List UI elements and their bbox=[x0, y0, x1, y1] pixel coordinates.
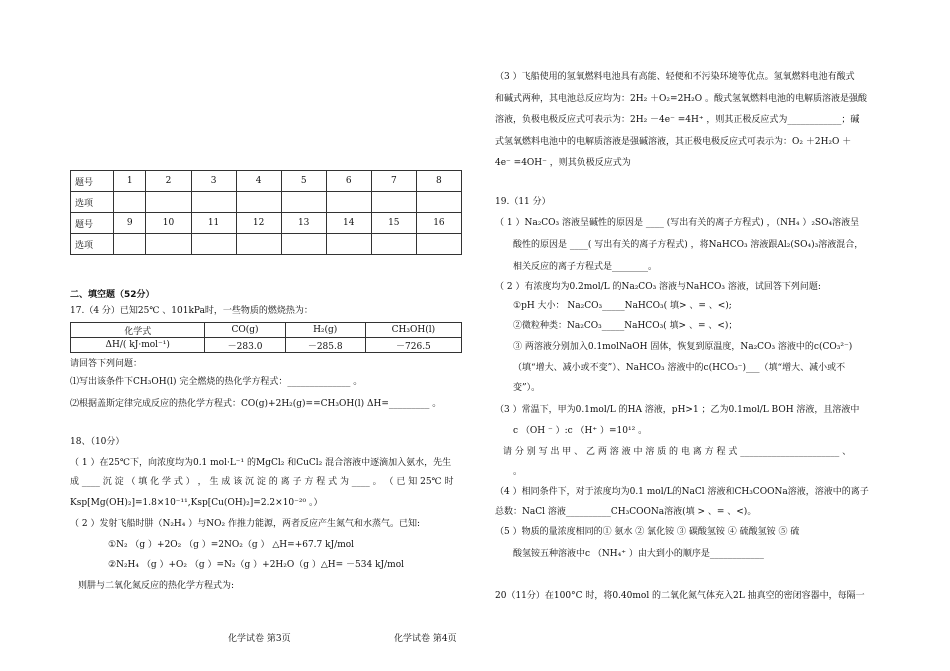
q19-line: 酸性的原因是 ____( 写出有关的离子方程式) ，将NaHCO₃ 溶液跟Al₂(SO₄)₃溶液混合， bbox=[513, 240, 864, 250]
answer-cell[interactable] bbox=[281, 234, 326, 255]
q18-3-line: 4e⁻ =4OH⁻ ，则其负极反应式为 bbox=[495, 158, 631, 168]
answer-cell[interactable] bbox=[326, 192, 371, 213]
q18-3-line: （3 ）飞船使用的氢氧燃料电池具有高能、轻便和不污染环境等优点。氢氧燃料电池有酸式 bbox=[495, 72, 855, 82]
table-cell: 1 bbox=[114, 171, 146, 192]
answer-cell[interactable] bbox=[281, 192, 326, 213]
q19-line: （4 ）相同条件下，对于浓度均为0.1 mol/L的NaCl 溶液和CH₃COONa溶液，溶液中的离子 bbox=[495, 487, 869, 497]
q18-3-line: 和碱式两种，其电池总反应均为：2H₂ ＋O₂=2H₂O 。酸式氢氧燃料电池的电解质溶液是强酸 bbox=[495, 94, 867, 104]
table-row bbox=[71, 338, 462, 353]
q19-line: 。 bbox=[513, 467, 523, 477]
answer-cell[interactable] bbox=[236, 234, 281, 255]
q19-line: c （OH ⁻ ）:c （H⁺ ）=10¹² 。 bbox=[513, 426, 648, 436]
answer-cell[interactable] bbox=[416, 234, 461, 255]
q19-title: 19.（11 分） bbox=[495, 197, 551, 207]
q18-line: （ 2 ）发射飞船时肼（N₂H₄ ）与NO₂ 作推力能源，两者反应产生氮气和水蒸气。已知: bbox=[70, 519, 421, 529]
table-cell: 4 bbox=[236, 171, 281, 192]
q19-line: （3 ）常温下，甲为0.1mol/L 的HA 溶液，pH>1 ；乙为0.1mol/L BOH 溶液，且溶液中 bbox=[495, 405, 860, 415]
q18-title: 18、（10分） bbox=[70, 437, 125, 447]
table-row bbox=[71, 171, 462, 192]
q18-line: ②N₂H₄ （g ）+O₂ （g ）=N₂（g ）+2H₂O（g ）△H= －534 kJ/mol bbox=[108, 560, 405, 570]
table-cell: 14 bbox=[326, 213, 371, 234]
q19-line: 酸氢铵五种溶液中c （NH₄⁺ ）由大到小的顺序是____________ bbox=[513, 549, 764, 559]
table-cell: 题号 bbox=[71, 171, 114, 192]
table-header: 化学式 bbox=[71, 323, 205, 338]
table-header: CH₃OH(l) bbox=[365, 323, 461, 338]
table-cell: 7 bbox=[371, 171, 416, 192]
answer-cell[interactable] bbox=[146, 192, 191, 213]
q19-line: （ 1 ）Na₂CO₃ 溶液呈碱性的原因是 ____ (写出有关的离子方程式) ，（NH₄ ）₂SO₄溶液呈 bbox=[495, 218, 860, 228]
answer-cell[interactable] bbox=[114, 192, 146, 213]
table-cell: 13 bbox=[281, 213, 326, 234]
answer-cell[interactable] bbox=[326, 234, 371, 255]
table-cell: 11 bbox=[191, 213, 236, 234]
table-cell: －285.8 bbox=[285, 338, 365, 353]
table-cell: 6 bbox=[326, 171, 371, 192]
table-cell: 9 bbox=[114, 213, 146, 234]
table-cell: 15 bbox=[371, 213, 416, 234]
table-row bbox=[71, 234, 462, 255]
q18-line: （ 1 ）在25℃下，向浓度均为0.1 mol·L⁻¹ 的MgCl₂ 和CuCl₂ 混合溶液中逐滴加入氨水，先生 bbox=[70, 458, 452, 468]
table-cell: 10 bbox=[146, 213, 191, 234]
table-cell: ΔH/( kJ·mol⁻¹) bbox=[71, 338, 205, 353]
page-footer-right: 化学试卷 第4页 bbox=[394, 634, 457, 644]
table-cell: 8 bbox=[416, 171, 461, 192]
q18-line: 则肼与二氧化氮反应的热化学方程式为: bbox=[78, 581, 235, 591]
answer-cell[interactable] bbox=[114, 234, 146, 255]
q20-line: 20（11分）在100°C 时，将0.40mol 的二氧化氮气体充入2L 抽真空的密闭容器中，每隔一 bbox=[495, 591, 865, 601]
section-title: 二、填空题（52分） bbox=[70, 290, 155, 300]
q18-line: 成 ____ 沉 淀 （ 填 化 学 式 ） ， 生 成 该 沉 淀 的 离 子 方 程 式 为 ____ 。 （ 已 知 25℃ 时 bbox=[70, 477, 454, 487]
q19-line: （填“增大、减小或不变”）、NaHCO₃ 溶液中的c(HCO₃⁻)___（填“增大、减小或不 bbox=[513, 363, 846, 373]
q19-line: ②微粒种类：Na₂CO₃_____NaHCO₃( 填> 、= 、<)； bbox=[513, 321, 738, 331]
q17-intro: 17.（4 分）已知25℃ 、101kPa时，一些物质的燃烧热为： bbox=[70, 306, 313, 316]
table-cell: 题号 bbox=[71, 213, 114, 234]
answer-cell[interactable] bbox=[146, 234, 191, 255]
answer-cell[interactable] bbox=[371, 192, 416, 213]
q19-line: 请 分 别 写 出 甲 、 乙 两 溶 液 中 溶 质 的 电 离 方 程 式 ______________________ 、 bbox=[503, 447, 852, 457]
heat-table bbox=[70, 322, 462, 353]
q19-line: （5 ）物质的量浓度相同的① 氨水 ② 氯化铵 ③ 碳酸氢铵 ④ 硫酸氢铵 ⑤ 硫 bbox=[495, 527, 800, 537]
answer-grid bbox=[70, 170, 462, 255]
q19-line: 变”）。 bbox=[513, 383, 541, 393]
table-cell: 5 bbox=[281, 171, 326, 192]
table-cell: 选项 bbox=[71, 192, 114, 213]
table-row bbox=[71, 192, 462, 213]
q19-line: 总数：NaCl 溶液__________CH₃COONa溶液(填 > 、= 、<)。 bbox=[495, 507, 757, 517]
answer-cell[interactable] bbox=[416, 192, 461, 213]
q18-3-line: 溶液，负极电极反应式可表示为：2H₂ －4e⁻ =4H⁺ ，则其正极反应式为____________；碱 bbox=[495, 115, 860, 125]
q17-line: ⑴写出该条件下CH₃OH(l) 完全燃烧的热化学方程式：______________ 。 bbox=[70, 377, 363, 387]
page-footer-left: 化学试卷 第3页 bbox=[228, 634, 291, 644]
q19-line: ①pH 大小： Na₂CO₃_____NaHCO₃( 填> 、= 、<); bbox=[513, 301, 732, 311]
q19-line: ③ 两溶液分别加入0.1molNaOH 固体，恢复到原温度，Na₂CO₃ 溶液中的c(CO₃²⁻) bbox=[513, 342, 853, 352]
q17-line: 请回答下列问题： bbox=[70, 359, 143, 369]
q18-line: Ksp[Mg(OH)₂]=1.8×10⁻¹¹,Ksp[Cu(OH)₂]=2.2×10⁻²⁰ 。） bbox=[70, 498, 323, 508]
table-cell: 2 bbox=[146, 171, 191, 192]
table-row bbox=[71, 213, 462, 234]
table-row bbox=[71, 323, 462, 338]
table-cell: 16 bbox=[416, 213, 461, 234]
q18-line: ①N₂ （g ）+2O₂ （g ）=2NO₂（g ） △H=+67.7 kJ/mol bbox=[108, 540, 355, 550]
answer-cell[interactable] bbox=[236, 192, 281, 213]
table-cell: －283.0 bbox=[205, 338, 285, 353]
q18-3-line: 式氢氧燃料电池中的电解质溶液是强碱溶液，其正极电极反应式可表示为：O₂ ＋2H₂O ＋ bbox=[495, 137, 852, 147]
answer-cell[interactable] bbox=[191, 234, 236, 255]
q19-line: （ 2 ）有浓度均为0.2mol/L 的Na₂CO₃ 溶液与NaHCO₃ 溶液，试回答下列问题: bbox=[495, 282, 821, 292]
answer-cell[interactable] bbox=[371, 234, 416, 255]
table-header: H₂(g) bbox=[285, 323, 365, 338]
table-cell: 3 bbox=[191, 171, 236, 192]
q17-line: ⑵根据盖斯定律完成反应的热化学方程式：CO(g)+2H₂(g)==CH₃OH(l) ΔH=_________ 。 bbox=[70, 399, 442, 409]
table-cell: 12 bbox=[236, 213, 281, 234]
q19-line: 相关反应的离子方程式是________。 bbox=[513, 262, 658, 272]
table-cell: 选项 bbox=[71, 234, 114, 255]
answer-cell[interactable] bbox=[191, 192, 236, 213]
table-cell: －726.5 bbox=[365, 338, 461, 353]
table-header: CO(g) bbox=[205, 323, 285, 338]
